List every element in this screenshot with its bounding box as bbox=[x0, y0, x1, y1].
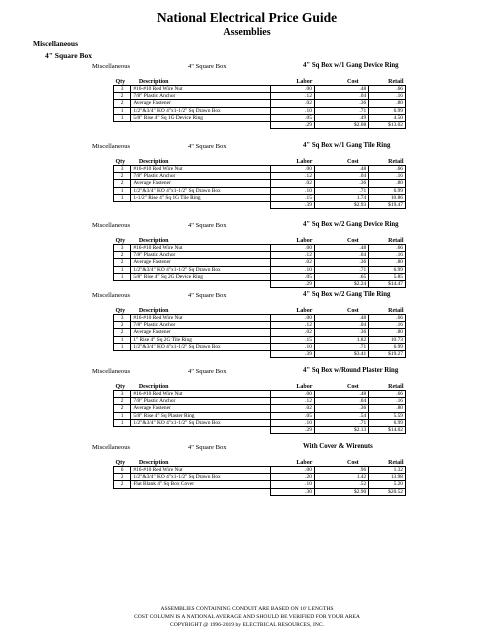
cell-qty: 3 bbox=[114, 166, 131, 173]
section-subcategory: 4" Square Box bbox=[188, 292, 227, 299]
table-row bbox=[114, 266, 406, 273]
cell-labor: .15 bbox=[271, 336, 315, 343]
table-row bbox=[114, 315, 406, 322]
table-header-row bbox=[114, 236, 406, 245]
table-row bbox=[114, 336, 406, 343]
cell-qty: 3 bbox=[114, 86, 131, 93]
cell-desc: Average Fastener bbox=[131, 259, 271, 266]
table-row bbox=[114, 405, 406, 412]
cell-labor: .10 bbox=[271, 187, 315, 194]
cell-cost: .65 bbox=[314, 273, 368, 280]
footer-line-conduit: ASSEMBLIES CONTAINING CONDUIT ARE BASED ON 10' LENGTHS bbox=[160, 606, 334, 612]
total-row bbox=[114, 350, 406, 357]
cell-labor: .02 bbox=[271, 100, 315, 107]
total-cost: $2.93 bbox=[314, 201, 368, 208]
cell-retail: .66 bbox=[369, 391, 406, 398]
section-header bbox=[0, 140, 494, 152]
column-header-qty: Qty bbox=[115, 384, 126, 390]
column-header-labor: Labor bbox=[296, 384, 313, 390]
column-header-qty: Qty bbox=[115, 159, 126, 165]
cell-labor: .02 bbox=[271, 259, 315, 266]
table-row bbox=[114, 166, 406, 173]
cell-desc: Average Fastener bbox=[131, 405, 271, 412]
cell-qty: 2 bbox=[114, 180, 131, 187]
table-row bbox=[114, 398, 406, 405]
table-row bbox=[114, 467, 406, 474]
cell-labor: .10 bbox=[271, 481, 315, 488]
cell-labor: .00 bbox=[271, 245, 315, 252]
cell-labor: .05 bbox=[271, 114, 315, 121]
cell-cost: .48 bbox=[314, 166, 368, 173]
cell-qty: 2 bbox=[114, 481, 131, 488]
total-cost: $3.41 bbox=[314, 350, 368, 357]
cell-cost: .04 bbox=[314, 173, 368, 180]
assembly-table bbox=[113, 382, 406, 434]
section-category: Miscellaneous bbox=[92, 143, 131, 150]
total-spacer bbox=[131, 350, 271, 357]
cell-desc: #16-#10 Red Wire Nut bbox=[131, 166, 271, 173]
total-retail: $14.47 bbox=[369, 280, 406, 287]
table-row bbox=[114, 412, 406, 419]
section-category: Miscellaneous bbox=[92, 292, 131, 299]
cell-desc: #16-#10 Red Wire Nut bbox=[131, 391, 271, 398]
cell-labor: .00 bbox=[271, 166, 315, 173]
cell-cost: .36 bbox=[314, 100, 368, 107]
section-subcategory: 4" Square Box bbox=[188, 63, 227, 70]
cell-desc: 1/2"&3/4" KO 4"x1-1/2" Sq Drawn Box bbox=[131, 266, 271, 273]
column-header-description: Description bbox=[138, 384, 169, 390]
section-category: Miscellaneous bbox=[92, 444, 131, 451]
total-row bbox=[114, 121, 406, 128]
cell-qty: 1 bbox=[114, 107, 131, 114]
total-row bbox=[114, 426, 406, 433]
cell-retail: .80 bbox=[369, 329, 406, 336]
cell-cost: .96 bbox=[314, 467, 368, 474]
cell-retail: 1.32 bbox=[369, 467, 406, 474]
assembly-table bbox=[113, 306, 406, 358]
assembly-section bbox=[0, 140, 494, 209]
section-subcategory: 4" Square Box bbox=[188, 444, 227, 451]
cell-qty: 2 bbox=[114, 252, 131, 259]
cell-desc: 7/8" Plastic Anchor bbox=[131, 93, 271, 100]
cell-desc: Average Fastener bbox=[131, 100, 271, 107]
column-header-cost: Cost bbox=[347, 308, 359, 314]
table-row bbox=[114, 114, 406, 121]
cell-cost: .71 bbox=[314, 419, 368, 426]
cell-retail: .80 bbox=[369, 405, 406, 412]
cell-retail: .16 bbox=[369, 398, 406, 405]
cell-retail: 5.85 bbox=[369, 273, 406, 280]
section-header bbox=[0, 289, 494, 301]
total-retail: $14.02 bbox=[369, 426, 406, 433]
cell-cost: .49 bbox=[314, 114, 368, 121]
column-header-retail: Retail bbox=[388, 79, 404, 85]
cell-retail: .16 bbox=[369, 322, 406, 329]
total-row bbox=[114, 201, 406, 208]
cell-cost: .48 bbox=[314, 391, 368, 398]
cell-cost: .52 bbox=[314, 481, 368, 488]
table-row bbox=[114, 343, 406, 350]
column-header-labor: Labor bbox=[296, 308, 313, 314]
page-subtitle: Assemblies bbox=[223, 27, 271, 38]
section-header bbox=[0, 219, 494, 231]
assembly-section bbox=[0, 441, 494, 495]
cell-cost: .36 bbox=[314, 180, 368, 187]
cell-desc: 5/8" Rise 4" Sq Plaster Ring bbox=[131, 412, 271, 419]
total-spacer bbox=[114, 201, 131, 208]
total-cost: $2.13 bbox=[314, 426, 368, 433]
assembly-section bbox=[0, 219, 494, 288]
cell-labor: .12 bbox=[271, 173, 315, 180]
assembly-section bbox=[0, 60, 494, 129]
total-retail: $13.02 bbox=[369, 121, 406, 128]
column-header-cost: Cost bbox=[347, 238, 359, 244]
total-labor: .29 bbox=[271, 121, 315, 128]
column-header-labor: Labor bbox=[296, 159, 313, 165]
cell-retail: 6.99 bbox=[369, 343, 406, 350]
cell-desc: 1/2"&3/4" KO 4"x1-1/2" Sq Drawn Box bbox=[131, 187, 271, 194]
table-row bbox=[114, 259, 406, 266]
cell-retail: 5.20 bbox=[369, 481, 406, 488]
cell-desc: 5/8" Rise 4" Sq 2G Device Ring bbox=[131, 273, 271, 280]
cell-retail: .80 bbox=[369, 180, 406, 187]
table-row bbox=[114, 100, 406, 107]
column-header-labor: Labor bbox=[296, 79, 313, 85]
total-labor: .29 bbox=[271, 280, 315, 287]
cell-qty: 1 bbox=[114, 266, 131, 273]
section-subcategory: 4" Square Box bbox=[188, 368, 227, 375]
table-row bbox=[114, 107, 406, 114]
cell-retail: .66 bbox=[369, 315, 406, 322]
column-header-description: Description bbox=[138, 159, 169, 165]
total-spacer bbox=[131, 201, 271, 208]
total-spacer bbox=[131, 426, 271, 433]
cell-cost: .48 bbox=[314, 86, 368, 93]
cell-cost: .48 bbox=[314, 315, 368, 322]
cell-cost: 1.74 bbox=[314, 194, 368, 201]
column-header-qty: Qty bbox=[115, 308, 126, 314]
table-row bbox=[114, 194, 406, 201]
table-row bbox=[114, 173, 406, 180]
table-row bbox=[114, 329, 406, 336]
cell-retail: .66 bbox=[369, 245, 406, 252]
cell-labor: .12 bbox=[271, 93, 315, 100]
cell-labor: .00 bbox=[271, 467, 315, 474]
cell-retail: 6.99 bbox=[369, 107, 406, 114]
cell-cost: .71 bbox=[314, 187, 368, 194]
cell-desc: 7/8" Plastic Anchor bbox=[131, 173, 271, 180]
cell-cost: .48 bbox=[314, 245, 368, 252]
cell-desc: 1/2"&3/4" KO 4"x1-1/2" Sq Drawn Box bbox=[131, 474, 271, 481]
cell-retail: 4.50 bbox=[369, 114, 406, 121]
column-header-labor: Labor bbox=[296, 238, 313, 244]
cell-cost: .04 bbox=[314, 93, 368, 100]
total-labor: .30 bbox=[271, 488, 315, 495]
cell-qty: 3 bbox=[114, 245, 131, 252]
column-header-cost: Cost bbox=[347, 460, 359, 466]
section-header bbox=[0, 365, 494, 377]
column-header-cost: Cost bbox=[347, 79, 359, 85]
column-header-retail: Retail bbox=[388, 238, 404, 244]
section-subcategory: 4" Square Box bbox=[188, 222, 227, 229]
cell-cost: .04 bbox=[314, 322, 368, 329]
cell-desc: 7/8" Plastic Anchor bbox=[131, 252, 271, 259]
cell-qty: 3 bbox=[114, 391, 131, 398]
total-retail: $19.27 bbox=[369, 350, 406, 357]
cell-cost: 1.42 bbox=[314, 474, 368, 481]
section-assembly-name: 4" Sq Box w/1 Gang Device Ring bbox=[303, 62, 399, 69]
section-category: Miscellaneous bbox=[92, 63, 131, 70]
cell-desc: Flat Blank 4" Sq Box Cover bbox=[131, 481, 271, 488]
table-row bbox=[114, 86, 406, 93]
table-row bbox=[114, 481, 406, 488]
cell-labor: .00 bbox=[271, 86, 315, 93]
cell-retail: 6.99 bbox=[369, 266, 406, 273]
cell-desc: 1-1/2" Rise 4" Sq 1G Tile Ring bbox=[131, 194, 271, 201]
total-row bbox=[114, 488, 406, 495]
cell-qty: 1 bbox=[114, 187, 131, 194]
column-header-retail: Retail bbox=[388, 308, 404, 314]
cell-cost: .36 bbox=[314, 329, 368, 336]
table-header-row bbox=[114, 458, 406, 467]
cell-retail: 10.86 bbox=[369, 194, 406, 201]
cell-cost: .04 bbox=[314, 398, 368, 405]
cell-labor: .02 bbox=[271, 180, 315, 187]
section-header bbox=[0, 441, 494, 453]
cell-labor: .10 bbox=[271, 266, 315, 273]
column-header-cost: Cost bbox=[347, 159, 359, 165]
cell-qty: 6 bbox=[114, 467, 131, 474]
cell-labor: .12 bbox=[271, 322, 315, 329]
column-header-retail: Retail bbox=[388, 159, 404, 165]
section-header bbox=[0, 60, 494, 72]
section-assembly-name: 4" Sq Box w/Round Plaster Ring bbox=[303, 367, 399, 374]
cell-cost: 1.82 bbox=[314, 336, 368, 343]
table-header-row bbox=[114, 77, 406, 86]
cell-retail: 6.99 bbox=[369, 187, 406, 194]
subcategory-heading: 4" Square Box bbox=[45, 51, 92, 60]
cell-qty: 2 bbox=[114, 474, 131, 481]
cell-labor: .00 bbox=[271, 315, 315, 322]
total-spacer bbox=[131, 121, 271, 128]
table-header-row bbox=[114, 157, 406, 166]
cell-desc: #16-#10 Red Wire Nut bbox=[131, 467, 271, 474]
cell-qty: 1 bbox=[114, 273, 131, 280]
total-spacer bbox=[114, 121, 131, 128]
cell-qty: 1 bbox=[114, 194, 131, 201]
cell-labor: .10 bbox=[271, 343, 315, 350]
column-header-description: Description bbox=[138, 308, 169, 314]
cell-qty: 2 bbox=[114, 405, 131, 412]
section-category: Miscellaneous bbox=[92, 222, 131, 229]
cell-qty: 1 bbox=[114, 419, 131, 426]
cell-retail: .80 bbox=[369, 259, 406, 266]
cell-cost: .54 bbox=[314, 412, 368, 419]
total-spacer bbox=[114, 488, 131, 495]
total-labor: .39 bbox=[271, 201, 315, 208]
column-header-labor: Labor bbox=[296, 460, 313, 466]
table-row bbox=[114, 180, 406, 187]
cell-labor: .05 bbox=[271, 412, 315, 419]
section-assembly-name: 4" Sq Box w/2 Gang Tile Ring bbox=[303, 291, 391, 298]
assembly-section bbox=[0, 289, 494, 358]
cell-cost: .36 bbox=[314, 259, 368, 266]
cell-desc: Average Fastener bbox=[131, 329, 271, 336]
cell-cost: .71 bbox=[314, 266, 368, 273]
cell-desc: 1/2"&3/4" KO 4"x1-1/2" Sq Drawn Box bbox=[131, 343, 271, 350]
cell-retail: .66 bbox=[369, 86, 406, 93]
assembly-table bbox=[113, 458, 406, 496]
section-subcategory: 4" Square Box bbox=[188, 143, 227, 150]
cell-retail: 5.59 bbox=[369, 412, 406, 419]
cell-cost: .71 bbox=[314, 107, 368, 114]
section-assembly-name: 4" Sq Box w/1 Gang Tile Ring bbox=[303, 142, 391, 149]
table-row bbox=[114, 273, 406, 280]
cell-desc: #16-#10 Red Wire Nut bbox=[131, 86, 271, 93]
total-spacer bbox=[131, 280, 271, 287]
cell-qty: 1 bbox=[114, 336, 131, 343]
cell-qty: 2 bbox=[114, 322, 131, 329]
total-spacer bbox=[131, 488, 271, 495]
cell-cost: .71 bbox=[314, 343, 368, 350]
table-row bbox=[114, 419, 406, 426]
column-header-description: Description bbox=[138, 460, 169, 466]
cell-qty: 1 bbox=[114, 343, 131, 350]
column-header-qty: Qty bbox=[115, 79, 126, 85]
total-cost: $2.90 bbox=[314, 488, 368, 495]
table-row bbox=[114, 245, 406, 252]
section-assembly-name: With Cover & Wirenuts bbox=[303, 443, 373, 450]
total-spacer bbox=[114, 426, 131, 433]
cell-desc: 7/8" Plastic Anchor bbox=[131, 322, 271, 329]
total-spacer bbox=[114, 280, 131, 287]
footer-line-cost: COST COLUMN IS A NATIONAL AVERAGE AND SHOULD BE VERIFIED FOR YOUR AREA bbox=[134, 614, 360, 620]
assembly-table bbox=[113, 236, 406, 288]
cell-retail: 13.98 bbox=[369, 474, 406, 481]
table-row bbox=[114, 93, 406, 100]
cell-qty: 2 bbox=[114, 93, 131, 100]
cell-retail: 6.99 bbox=[369, 419, 406, 426]
cell-labor: .12 bbox=[271, 398, 315, 405]
column-header-description: Description bbox=[138, 238, 169, 244]
column-header-qty: Qty bbox=[115, 238, 126, 244]
cell-labor: .15 bbox=[271, 194, 315, 201]
table-row bbox=[114, 474, 406, 481]
footer-line-copyright: COPYRIGHT @ 1996-2019 by ELECTRICAL RESOURCES, INC. bbox=[169, 622, 324, 628]
total-retail: $20.52 bbox=[369, 488, 406, 495]
cell-desc: #16-#10 Red Wire Nut bbox=[131, 315, 271, 322]
cell-qty: 1 bbox=[114, 114, 131, 121]
cell-desc: 1/2"&3/4" KO 4"x1-1/2" Sq Drawn Box bbox=[131, 419, 271, 426]
cell-retail: .16 bbox=[369, 252, 406, 259]
cell-labor: .20 bbox=[271, 474, 315, 481]
cell-qty: 3 bbox=[114, 315, 131, 322]
column-header-qty: Qty bbox=[115, 460, 126, 466]
table-header-row bbox=[114, 306, 406, 315]
assembly-table bbox=[113, 157, 406, 209]
category-heading: Miscellaneous bbox=[33, 39, 78, 48]
cell-labor: .02 bbox=[271, 329, 315, 336]
total-row bbox=[114, 280, 406, 287]
cell-cost: .04 bbox=[314, 252, 368, 259]
cell-labor: .10 bbox=[271, 107, 315, 114]
section-assembly-name: 4" Sq Box w/2 Gang Device Ring bbox=[303, 221, 399, 228]
table-header-row bbox=[114, 382, 406, 391]
section-category: Miscellaneous bbox=[92, 368, 131, 375]
table-row bbox=[114, 322, 406, 329]
total-cost: $2.08 bbox=[314, 121, 368, 128]
cell-qty: 2 bbox=[114, 100, 131, 107]
cell-retail: .16 bbox=[369, 173, 406, 180]
cell-desc: 7/8" Plastic Anchor bbox=[131, 398, 271, 405]
total-spacer bbox=[114, 350, 131, 357]
column-header-description: Description bbox=[138, 79, 169, 85]
column-header-cost: Cost bbox=[347, 384, 359, 390]
page-title: National Electrical Price Guide bbox=[156, 10, 338, 25]
total-retail: $19.47 bbox=[369, 201, 406, 208]
cell-labor: .10 bbox=[271, 419, 315, 426]
cell-labor: .05 bbox=[271, 273, 315, 280]
page-footer bbox=[0, 605, 494, 629]
cell-retail: .66 bbox=[369, 166, 406, 173]
total-labor: .39 bbox=[271, 350, 315, 357]
cell-desc: Average Fastener bbox=[131, 180, 271, 187]
cell-retail: .16 bbox=[369, 93, 406, 100]
cell-qty: 2 bbox=[114, 329, 131, 336]
total-labor: .29 bbox=[271, 426, 315, 433]
assembly-section bbox=[0, 365, 494, 434]
assembly-table bbox=[113, 77, 406, 129]
cell-desc: #16-#10 Red Wire Nut bbox=[131, 245, 271, 252]
cell-qty: 2 bbox=[114, 259, 131, 266]
cell-qty: 2 bbox=[114, 398, 131, 405]
cell-desc: 1" Rise 4" Sq 2G Tile Ring bbox=[131, 336, 271, 343]
cell-qty: 2 bbox=[114, 173, 131, 180]
cell-labor: .02 bbox=[271, 405, 315, 412]
cell-labor: .00 bbox=[271, 391, 315, 398]
column-header-retail: Retail bbox=[388, 460, 404, 466]
column-header-retail: Retail bbox=[388, 384, 404, 390]
cell-desc: 1/2"&3/4" KO 4"x1-1/2" Sq Drawn Box bbox=[131, 107, 271, 114]
cell-desc: 5/8" Rise 4" Sq 1G Device Ring bbox=[131, 114, 271, 121]
table-row bbox=[114, 252, 406, 259]
table-row bbox=[114, 391, 406, 398]
cell-qty: 1 bbox=[114, 412, 131, 419]
cell-retail: .80 bbox=[369, 100, 406, 107]
cell-retail: 10.73 bbox=[369, 336, 406, 343]
cell-labor: .12 bbox=[271, 252, 315, 259]
cell-cost: .36 bbox=[314, 405, 368, 412]
total-cost: $2.24 bbox=[314, 280, 368, 287]
table-row bbox=[114, 187, 406, 194]
